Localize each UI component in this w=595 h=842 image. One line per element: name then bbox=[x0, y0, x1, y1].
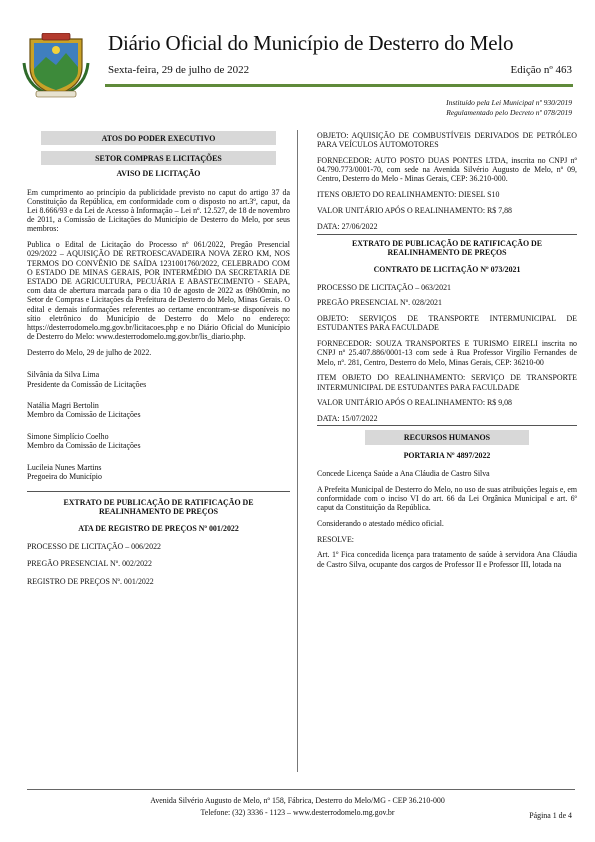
item-2: ITEM OBJETO DO REALINHAMENTO: SERVIÇO DE TRANSPORTE INTERMUNICIPAL DE ESTUDANTES PARA FACULDADE bbox=[317, 373, 577, 392]
signatory-name: Silvânia da Silva Lima bbox=[27, 370, 100, 380]
section-separator bbox=[27, 491, 290, 492]
signatory-role: Presidente da Comissão de Licitações bbox=[27, 379, 147, 389]
footer-contact: Telefone: (32) 3336 - 1123 – www.desterrodomelo.mg.gov.br bbox=[200, 808, 395, 817]
footer-rule bbox=[27, 789, 575, 790]
subsection-heading-purchases: SETOR COMPRAS E LICITAÇÕES bbox=[41, 151, 276, 165]
issue-date: Sexta-feira, 29 de julho de 2022 bbox=[108, 64, 250, 76]
notice-place-date: Desterro do Melo, 29 de julho de 2022. bbox=[27, 348, 152, 358]
signature-block bbox=[27, 463, 290, 482]
footer-address: Avenida Silvério Augusto de Melo, nº 158, Fábrica, Desterro do Melo/MG - CEP 36.210-000 bbox=[150, 796, 445, 805]
edition-number: Edição nº 463 bbox=[510, 64, 572, 76]
left-column bbox=[27, 131, 290, 592]
notice-title: AVISO DE LICITAÇÃO bbox=[116, 169, 201, 179]
signature-block bbox=[27, 401, 290, 420]
date-1: DATA: 27/06/2022 bbox=[317, 221, 378, 231]
contract-title: CONTRATO DE LICITAÇÃO Nº 073/2021 bbox=[373, 265, 521, 275]
extract-title-2: EXTRATO DE PUBLICAÇÃO DE RATIFICAÇÃO DE REALINHAMENTO DE PREÇOS bbox=[351, 239, 543, 258]
right-column bbox=[317, 131, 577, 575]
ordinance-article-1: Art. 1º Fica concedida licença para tratamento de saúde à servidora Ana Cláudia de Castro Silva, ocupante dos cargos de Professor II e Professor III, lotada na bbox=[317, 550, 577, 569]
ordinance-consideration: Considerando o atestado médico oficial. bbox=[317, 518, 444, 528]
notice-body: Publica o Edital de Licitação do Processo nº 061/2022, Pregão Presencial 029/2022 – AQUISIÇÃO DE RETROESCAVADEIRA NOVA ZERO KM, NOS TERMOS DO CONVÊNIO DE SAÍDA 1231001760/2022, CELEBRADO COM O ESTADO DE MINAS GERAIS, POR INTERMÉDIO DA SECRETARIA DE ESTADO DE AGRICULTURA, PECUÁRIA E ABASTECIMENTO - SEAPA, com data de abertura marcada para o dia 10 de agosto de 2022 as 09h00min, no Setor de Compras e Licitações da Prefeitura de Desterro do Melo, Minas Gerais. O edital e demais informações referentes ao certame encontram-se disponíveis no sítio eletrônico do Município de Desterro do Melo no endereço: https://desterrodomelo.mg.gov.br/licitacoes.php e no Diário Oficial do Município de Desterro do Melo: www.desterrodomelo.mg.gov.br/lis_diario.php. bbox=[27, 240, 290, 342]
ordinance-preamble: A Prefeita Municipal de Desterro do Melo, no uso de suas atribuições legais e, em conformidade com o inciso VI do art. 66 da Lei Orgânica Municipal e art. 6º caput da Constituição da República. bbox=[317, 484, 577, 513]
object-1: OBJETO: AQUISIÇÃO DE COMBUSTÍVEIS DERIVADOS DE PETRÓLEO PARA VEÍCULOS AUTOMOTORES bbox=[317, 131, 577, 150]
coat-of-arms-logo bbox=[22, 33, 90, 99]
column-divider bbox=[297, 130, 298, 772]
price-registry-number: REGISTRO DE PREÇOS Nº. 001/2022 bbox=[27, 576, 154, 586]
process-number: PROCESSO DE LICITAÇÃO – 006/2022 bbox=[27, 542, 161, 552]
signatory-name: Simone Simplício Coelho bbox=[27, 431, 109, 441]
newspaper-title: Diário Oficial do Município de Desterro do Melo bbox=[108, 31, 514, 55]
extract-title: EXTRATO DE PUBLICAÇÃO DE RATIFICAÇÃO DE REALINHAMENTO DE PREÇOS bbox=[63, 497, 254, 516]
supplier-2: FORNECEDOR: SOUZA TRANSPORTES E TURISMO EIRELI inscrita no CNPJ nº 25.407.886/0001-13 com sede à Rua Professor Virgílio Fernandes de Melo, nº. 281, Centro, Desterro do Melo, Minas Gerais, CEP: 36210-00 bbox=[317, 339, 577, 367]
institution-law: Instituído pela Lei Municipal nº 930/2019 bbox=[446, 98, 572, 107]
signatory-name: Natália Magri Bertolin bbox=[27, 401, 99, 411]
items-1: ITENS OBJETO DO REALINHAMENTO: DIESEL S10 bbox=[317, 190, 500, 200]
ordinance-summary: Concede Licença Saúde a Ana Cláudia de Castro Silva bbox=[317, 468, 490, 478]
signatory-role: Membro da Comissão de Licitações bbox=[27, 410, 141, 420]
regulation-decree: Regulamentado pelo Decreto nº 078/2019 bbox=[446, 108, 572, 117]
process-number-2: PROCESSO DE LICITAÇÃO – 063/2021 bbox=[317, 282, 451, 292]
notice-intro: Em cumprimento ao princípio da publicidade previsto no caput do artigo 37 da Constituição da República, em conformidade com o disposto no art.3º, caput, da Lei 8.666/93 e da Lei de Acesso à Informação – Lei nº. 12.527, de 18 de novembro de 2011, a Comissão de Licitações do Município de Desterro do Melo, por seus membros: bbox=[27, 187, 290, 234]
ordinance-resolve: RESOLVE: bbox=[317, 534, 354, 544]
unit-value-1: VALOR UNITÁRIO APÓS O REALINHAMENTO: R$ 7,88 bbox=[317, 206, 513, 215]
signatory-role: Pregoeira do Município bbox=[27, 472, 102, 482]
signature-block bbox=[27, 432, 290, 451]
object-2: OBJETO: SERVIÇOS DE TRANSPORTE INTERMUNICIPAL DE ESTUDANTES PARA FACULDADE bbox=[317, 314, 577, 333]
section-separator bbox=[317, 425, 577, 426]
section-separator bbox=[317, 234, 577, 235]
section-heading-hr: RECURSOS HUMANOS bbox=[365, 430, 529, 444]
ordinance-title: PORTARIA Nº 4897/2022 bbox=[403, 450, 491, 460]
supplier-1: FORNECEDOR: AUTO POSTO DUAS PONTES LTDA, inscrita no CNPJ nº 04.790.773/0001-70, com sede na Avenida Silvério Augusto de Melo, nº 09, Centro, Desterro do Melo - Minas Gerais, CEP: 36.210-000. bbox=[317, 156, 577, 184]
auction-number: PREGÃO PRESENCIAL Nº. 002/2022 bbox=[27, 559, 152, 569]
auction-number-2: PREGÃO PRESENCIAL Nº. 028/2021 bbox=[317, 298, 442, 308]
signatory-role: Membro da Comissão de Licitações bbox=[27, 441, 141, 451]
signature-block bbox=[27, 370, 290, 389]
date-2: DATA: 15/07/2022 bbox=[317, 414, 378, 424]
section-heading-executive: ATOS DO PODER EXECUTIVO bbox=[41, 131, 276, 145]
unit-value-2: VALOR UNITÁRIO APÓS O REALINHAMENTO: R$ 9,08 bbox=[317, 398, 513, 408]
signatory-name: Lucileia Nunes Martins bbox=[27, 462, 102, 472]
page-number: Página 1 de 4 bbox=[529, 811, 572, 820]
header-rule bbox=[105, 84, 573, 87]
price-record-title: ATA DE REGISTRO DE PREÇOS Nº 001/2022 bbox=[78, 523, 239, 533]
